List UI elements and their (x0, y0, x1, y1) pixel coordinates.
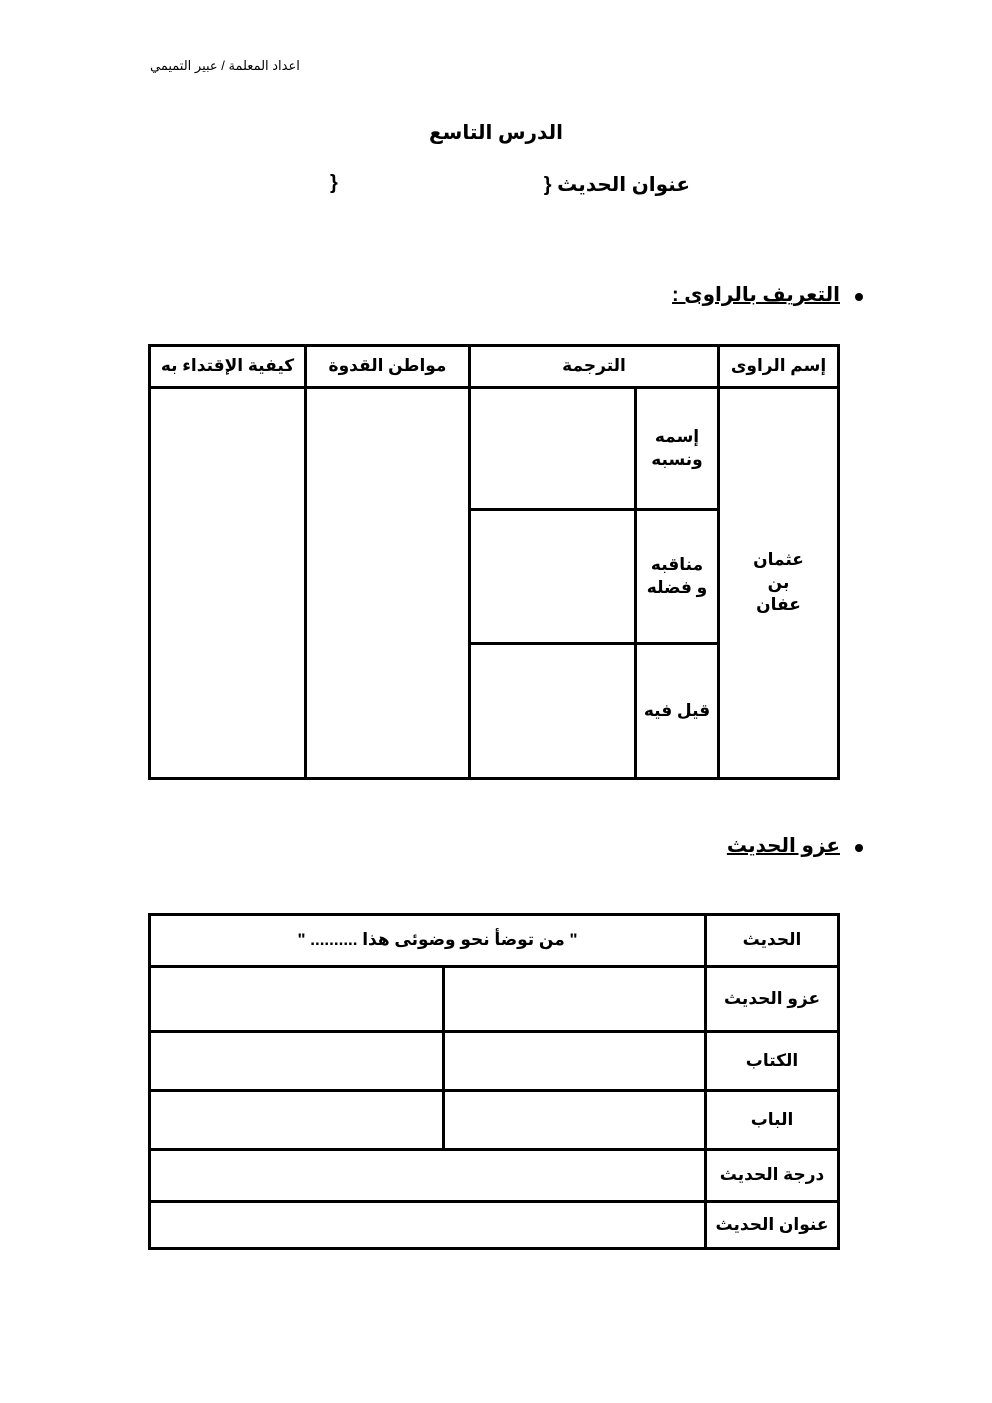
role-model-answer-cell[interactable] (307, 389, 468, 777)
attribution-table (148, 913, 840, 1250)
attribution-answer-cell[interactable] (151, 968, 442, 1030)
table-border (148, 1247, 840, 1250)
bio-answer-cell[interactable] (471, 389, 634, 508)
narrator-name-cell (720, 389, 837, 777)
title-answer-cell[interactable] (151, 1203, 704, 1247)
bullet-icon (855, 293, 863, 301)
row-label-grade: درجة الحديث (719, 1165, 825, 1185)
row-label-book: الكتاب (745, 1050, 799, 1070)
narrator-name-line: بن (767, 572, 790, 592)
author-credit: اعداد المعلمة / عبير التميمي (150, 58, 300, 73)
bio-label-line: إسمه (654, 426, 700, 446)
bio-label-line: مناقبه (650, 554, 704, 574)
hadith-title-label: عنوان الحديث { (543, 174, 690, 196)
bio-row-label-virtues (637, 511, 717, 642)
bio-row-label-sayings (637, 645, 717, 777)
narrator-table (148, 344, 840, 780)
bio-answer-cell[interactable] (471, 645, 634, 777)
col-header-biography: الترجمة (562, 356, 626, 376)
bio-label-line: قيل فيه (643, 700, 711, 720)
table-border (837, 344, 840, 780)
col-header-role-model: مواطن القدوة (328, 356, 447, 376)
row-label-title: عنوان الحديث (715, 1214, 829, 1234)
emulation-answer-cell[interactable] (151, 389, 304, 777)
col-header-narrator-name: إسم الراوى (730, 356, 827, 376)
narrator-name-line: عفان (756, 595, 801, 615)
narrator-name-line: عثمان (753, 549, 804, 569)
narrator-section-heading: التعريف بالراوى : (672, 284, 840, 306)
bio-label-line: و فضله (646, 577, 708, 597)
col-header-emulation: كيفية الإقتداء به (160, 356, 295, 376)
bullet-icon (855, 844, 863, 852)
chapter-answer-cell[interactable] (151, 1092, 442, 1148)
attribution-section-heading: عزو الحديث (726, 835, 840, 857)
row-label-attribution: عزو الحديث (723, 988, 821, 1008)
row-label-hadith: الحديث (742, 930, 802, 950)
lesson-title (0, 120, 992, 145)
hadith-title-close-brace: } (330, 172, 338, 194)
grade-answer-cell[interactable] (151, 1151, 704, 1200)
lesson-title-text: الدرس التاسع (429, 122, 563, 144)
table-border (148, 777, 840, 780)
bio-answer-cell[interactable] (471, 511, 634, 642)
book-answer-cell[interactable] (445, 1033, 704, 1089)
chapter-answer-cell[interactable] (445, 1092, 704, 1148)
attribution-answer-cell[interactable] (445, 968, 704, 1030)
book-answer-cell[interactable] (151, 1033, 442, 1089)
row-label-chapter: الباب (750, 1109, 794, 1129)
bio-row-label-lineage (637, 389, 717, 508)
bio-label-line: ونسبه (651, 449, 703, 469)
hadith-text: " من توضأ نحو وضوئى هذا .......... " (297, 930, 578, 950)
